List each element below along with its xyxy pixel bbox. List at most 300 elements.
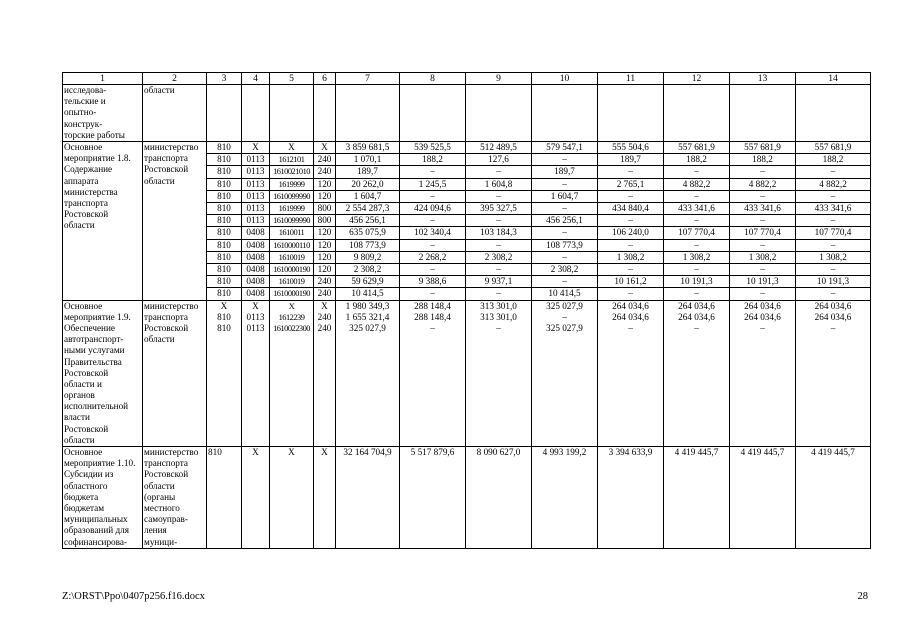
- value-line: 1 980 349,3: [345, 300, 390, 311]
- value-cell: –: [400, 239, 466, 251]
- value-cell: 120: [314, 190, 336, 202]
- value-cell: [314, 300, 336, 446]
- value-line: –: [760, 322, 765, 333]
- value-cell: X: [242, 141, 270, 153]
- value-cell: –: [466, 190, 532, 202]
- value-cell: –: [598, 166, 664, 178]
- text-line: области: [144, 334, 175, 345]
- empty-cell: [598, 85, 664, 142]
- value-cell: 579 547,1: [532, 141, 598, 153]
- value-cell: [598, 300, 664, 446]
- column-number: 11: [598, 73, 664, 85]
- value-cell: 120: [314, 251, 336, 263]
- value-cell: 810: [207, 190, 242, 202]
- column-number: 4: [242, 73, 270, 85]
- value-line: 1610022300: [273, 323, 310, 333]
- value-cell: –: [466, 288, 532, 300]
- text-line: органов: [64, 390, 95, 401]
- value-cell: 2 268,2: [400, 251, 466, 263]
- empty-cell: [466, 85, 532, 142]
- value-cell: –: [532, 202, 598, 214]
- value-cell: 810: [207, 215, 242, 227]
- value-cell: 103 184,3: [466, 227, 532, 239]
- value-cell: 107 770,4: [796, 227, 871, 239]
- value-cell: 188,2: [730, 154, 796, 166]
- value-cell: 0113: [242, 215, 270, 227]
- value-cell: 188,2: [796, 154, 871, 166]
- value-cell: 810: [207, 447, 242, 549]
- value-cell: 810: [207, 239, 242, 251]
- value-cell: 107 770,4: [664, 227, 730, 239]
- column-number: 10: [532, 73, 598, 85]
- text-line: министерство: [144, 141, 199, 152]
- value-cell: 0113: [242, 166, 270, 178]
- text-line: тельские и: [64, 96, 106, 107]
- header-row: [63, 73, 871, 85]
- text-line: области: [144, 175, 175, 186]
- value-cell: –: [730, 215, 796, 227]
- value-cell: 433 341,6: [664, 202, 730, 214]
- responsible: [143, 300, 207, 446]
- responsible: области: [143, 85, 207, 142]
- value-cell: [466, 300, 532, 446]
- column-number: 2: [143, 73, 207, 85]
- value-cell: 4 882,2: [796, 178, 871, 190]
- value-cell: –: [598, 215, 664, 227]
- value-cell: [270, 300, 314, 446]
- value-line: 264 034,6: [612, 300, 649, 311]
- value-cell: 8 090 627,0: [466, 447, 532, 549]
- value-cell: 120: [314, 239, 336, 251]
- value-cell: 2 308,2: [532, 263, 598, 275]
- value-cell: 810: [207, 141, 242, 153]
- value-cell: 1 308,2: [664, 251, 730, 263]
- value-cell: X: [314, 447, 336, 549]
- text-line: торские работы: [64, 129, 125, 140]
- value-line: 1612239: [278, 312, 305, 322]
- text-line: министерства: [64, 186, 118, 197]
- value-cell: –: [730, 190, 796, 202]
- empty-cell: [336, 85, 400, 142]
- value-cell: 0408: [242, 263, 270, 275]
- text-line: Ростовской: [64, 423, 109, 434]
- activity-name: [63, 447, 143, 549]
- value-cell: X: [270, 447, 314, 549]
- value-cell: –: [664, 215, 730, 227]
- text-line: Ростовской: [144, 164, 189, 175]
- value-cell: 1610099990: [270, 215, 314, 227]
- text-line: власти: [64, 412, 90, 423]
- value-cell: 102 340,4: [400, 227, 466, 239]
- text-line: транспорта: [64, 197, 108, 208]
- value-cell: 1610021010: [270, 166, 314, 178]
- value-line: 264 034,6: [814, 311, 852, 322]
- value-line: –: [830, 322, 836, 333]
- value-cell: –: [400, 263, 466, 275]
- value-cell: –: [532, 154, 598, 166]
- value-line: 240: [317, 322, 332, 333]
- value-cell: –: [466, 263, 532, 275]
- value-line: 264 034,6: [814, 300, 852, 311]
- value-cell: [336, 300, 400, 446]
- value-line: –: [430, 322, 435, 333]
- column-number: 3: [207, 73, 242, 85]
- text-line: мероприятие 1.8.: [64, 153, 131, 164]
- value-cell: 433 341,6: [796, 202, 871, 214]
- value-cell: 107 770,4: [730, 227, 796, 239]
- text-line: ными услугами: [64, 345, 125, 356]
- text-line: Основное: [64, 141, 103, 152]
- value-cell: 810: [207, 276, 242, 288]
- value-cell: –: [730, 263, 796, 275]
- text-line: муници-: [144, 536, 178, 547]
- text-line: Основное: [64, 447, 103, 458]
- value-line: 264 034,6: [612, 311, 649, 322]
- value-cell: [207, 300, 242, 446]
- value-cell: X: [270, 141, 314, 153]
- activity-name: [63, 300, 143, 446]
- value-cell: 557 681,9: [796, 141, 871, 153]
- value-cell: 810: [207, 288, 242, 300]
- column-number: 13: [730, 73, 796, 85]
- value-cell: 9 388,6: [400, 276, 466, 288]
- value-line: X: [220, 300, 228, 311]
- value-cell: 20 262,0: [336, 178, 400, 190]
- text-line: софинансирова-: [64, 536, 127, 547]
- value-cell: –: [730, 288, 796, 300]
- text-line: Субсидии из: [64, 469, 114, 480]
- value-cell: 4 419 445,7: [796, 447, 871, 549]
- text-line: опытно-: [64, 107, 97, 118]
- value-cell: 1 245,5: [400, 178, 466, 190]
- value-cell: 555 504,6: [598, 141, 664, 153]
- table-row: [63, 447, 871, 549]
- value-cell: –: [796, 215, 871, 227]
- value-line: 264 034,6: [744, 300, 781, 311]
- value-cell: 5 517 879,6: [400, 447, 466, 549]
- text-line: Ростовской: [144, 469, 189, 480]
- value-cell: 1 604,7: [532, 190, 598, 202]
- budget-table: [62, 72, 871, 549]
- text-line: области и: [64, 378, 102, 389]
- empty-cell: [664, 85, 730, 142]
- value-line: –: [628, 322, 633, 333]
- value-cell: –: [664, 190, 730, 202]
- empty-cell: [270, 85, 314, 142]
- value-cell: 1610019: [270, 251, 314, 263]
- value-cell: [242, 300, 270, 446]
- value-cell: –: [598, 239, 664, 251]
- value-line: –: [562, 311, 567, 322]
- text-line: автотранспорт-: [64, 334, 124, 345]
- text-line: (органы: [144, 491, 176, 502]
- value-cell: 3 394 633,9: [598, 447, 664, 549]
- text-line: областного: [64, 480, 108, 491]
- value-cell: 0408: [242, 227, 270, 239]
- text-line: министерство: [144, 300, 199, 311]
- value-cell: 1 308,2: [730, 251, 796, 263]
- value-cell: 424 094,6: [400, 202, 466, 214]
- value-cell: [730, 300, 796, 446]
- value-cell: 10 414,5: [336, 288, 400, 300]
- value-cell: 1612101: [270, 154, 314, 166]
- value-cell: –: [796, 288, 871, 300]
- empty-cell: [207, 85, 242, 142]
- value-cell: 3 859 681,5: [336, 141, 400, 153]
- value-line: 810: [217, 311, 231, 322]
- text-line: самоуправ-: [144, 514, 188, 525]
- value-cell: –: [796, 263, 871, 275]
- text-line: конструк-: [64, 118, 103, 129]
- text-line: исследова-: [64, 85, 107, 95]
- column-number: 5: [270, 73, 314, 85]
- value-cell: –: [664, 263, 730, 275]
- text-line: министерство: [144, 447, 199, 458]
- value-cell: –: [730, 239, 796, 251]
- text-line: мероприятие 1.10.: [64, 458, 136, 469]
- value-cell: 188,2: [400, 154, 466, 166]
- value-cell: 0408: [242, 288, 270, 300]
- value-line: 240: [317, 311, 332, 322]
- value-cell: 32 164 704,9: [336, 447, 400, 549]
- value-cell: 0113: [242, 178, 270, 190]
- empty-cell: [314, 85, 336, 142]
- text-line: аппарата: [64, 175, 99, 186]
- text-line: транспорта: [144, 458, 188, 469]
- value-cell: 4 882,2: [664, 178, 730, 190]
- value-cell: 4 882,2: [730, 178, 796, 190]
- value-cell: –: [532, 178, 598, 190]
- value-cell: 0113: [242, 154, 270, 166]
- text-line: ления: [144, 525, 167, 536]
- value-cell: 1610000190: [270, 263, 314, 275]
- activity-name: [63, 141, 143, 300]
- value-cell: 557 681,9: [664, 141, 730, 153]
- value-cell: –: [466, 215, 532, 227]
- value-cell: 120: [314, 227, 336, 239]
- value-cell: 4 419 445,7: [664, 447, 730, 549]
- value-line: 288 148,4: [414, 311, 451, 322]
- value-cell: 539 525,5: [400, 141, 466, 153]
- value-cell: 512 489,5: [466, 141, 532, 153]
- value-cell: 240: [314, 288, 336, 300]
- value-cell: –: [598, 190, 664, 202]
- empty-cell: [400, 85, 466, 142]
- value-cell: 189,7: [598, 154, 664, 166]
- empty-cell: [730, 85, 796, 142]
- value-cell: 456 256,1: [532, 215, 598, 227]
- value-line: 810: [217, 322, 231, 333]
- value-cell: –: [532, 227, 598, 239]
- value-cell: 10 414,5: [532, 288, 598, 300]
- value-cell: –: [466, 239, 532, 251]
- value-cell: 810: [207, 178, 242, 190]
- value-line: 264 034,6: [678, 311, 715, 322]
- value-cell: 189,7: [532, 166, 598, 178]
- value-cell: 108 773,9: [532, 239, 598, 251]
- value-cell: 810: [207, 154, 242, 166]
- value-cell: 1 308,2: [598, 251, 664, 263]
- value-cell: 2 308,2: [466, 251, 532, 263]
- text-line: образований для: [64, 525, 129, 536]
- table-row: [63, 85, 871, 142]
- activity-name: [63, 85, 143, 142]
- value-cell: 240: [314, 154, 336, 166]
- value-line: 0113: [246, 311, 265, 322]
- value-cell: –: [664, 288, 730, 300]
- responsible: [143, 141, 207, 300]
- value-cell: 1610000110: [270, 239, 314, 251]
- value-cell: –: [400, 166, 466, 178]
- value-line: 325 027,9: [349, 322, 386, 333]
- value-cell: 1 604,8: [466, 178, 532, 190]
- value-cell: 1619999: [270, 178, 314, 190]
- value-line: 288 148,4: [414, 300, 451, 311]
- value-line: –: [694, 322, 699, 333]
- empty-cell: [532, 85, 598, 142]
- value-line: X: [288, 301, 295, 311]
- value-cell: 1 604,7: [336, 190, 400, 202]
- value-cell: X: [242, 447, 270, 549]
- text-line: Содержание: [64, 164, 113, 175]
- value-cell: 2 765,1: [598, 178, 664, 190]
- value-cell: –: [598, 263, 664, 275]
- value-cell: –: [400, 190, 466, 202]
- value-cell: 108 773,9: [336, 239, 400, 251]
- column-number: 7: [336, 73, 400, 85]
- value-line: 325 027,9: [546, 322, 583, 333]
- value-cell: –: [532, 251, 598, 263]
- text-line: местного: [144, 502, 180, 513]
- value-line: X: [321, 300, 328, 311]
- text-line: муниципальных: [64, 514, 128, 525]
- text-line: области: [64, 434, 95, 445]
- value-cell: 9 937,1: [466, 276, 532, 288]
- value-cell: 635 075,9: [336, 227, 400, 239]
- text-line: транспорта: [144, 311, 188, 322]
- value-cell: 4 993 199,2: [532, 447, 598, 549]
- value-cell: 9 809,2: [336, 251, 400, 263]
- value-cell: 10 191,3: [796, 276, 871, 288]
- page-number: 28: [857, 591, 868, 602]
- value-cell: 1619999: [270, 202, 314, 214]
- value-cell: 810: [207, 263, 242, 275]
- text-line: области: [64, 220, 95, 231]
- value-line: 325 027,9: [546, 300, 583, 311]
- value-cell: 0408: [242, 239, 270, 251]
- text-line: Ростовской: [64, 367, 109, 378]
- value-cell: –: [400, 288, 466, 300]
- value-cell: 0113: [242, 190, 270, 202]
- value-line: 313 301,0: [480, 311, 517, 322]
- value-cell: [532, 300, 598, 446]
- value-cell: –: [796, 166, 871, 178]
- value-cell: 557 681,9: [730, 141, 796, 153]
- text-line: Основное: [64, 300, 103, 311]
- column-number: 12: [664, 73, 730, 85]
- text-line: бюджета: [64, 491, 99, 502]
- column-number: 9: [466, 73, 532, 85]
- value-cell: 10 161,2: [598, 276, 664, 288]
- table-row: [63, 300, 871, 446]
- value-cell: 1610000190: [270, 288, 314, 300]
- value-cell: 800: [314, 215, 336, 227]
- value-cell: –: [598, 288, 664, 300]
- value-cell: –: [730, 166, 796, 178]
- value-cell: 1610099990: [270, 190, 314, 202]
- value-cell: 0113: [242, 202, 270, 214]
- value-cell: 1610011: [270, 227, 314, 239]
- text-line: мероприятие 1.9.: [64, 311, 131, 322]
- value-cell: –: [664, 239, 730, 251]
- empty-cell: [796, 85, 871, 142]
- value-cell: X: [314, 141, 336, 153]
- text-line: Правительства: [64, 356, 122, 367]
- text-line: Ростовской: [144, 322, 189, 333]
- value-line: 1 655 321,4: [345, 311, 390, 322]
- value-cell: 106 240,0: [598, 227, 664, 239]
- value-line: –: [496, 322, 501, 333]
- value-cell: –: [466, 166, 532, 178]
- text-line: исполнительной: [64, 401, 129, 412]
- value-cell: 188,2: [664, 154, 730, 166]
- value-cell: 59 629,9: [336, 276, 400, 288]
- text-line: транспорта: [144, 153, 188, 164]
- column-number: 6: [314, 73, 336, 85]
- value-cell: 120: [314, 263, 336, 275]
- value-cell: 1 070,1: [336, 154, 400, 166]
- value-line: X: [252, 300, 259, 311]
- column-number: 14: [796, 73, 871, 85]
- value-cell: 810: [207, 166, 242, 178]
- value-cell: 10 191,3: [664, 276, 730, 288]
- value-cell: 2 308,2: [336, 263, 400, 275]
- value-cell: 10 191,3: [730, 276, 796, 288]
- value-cell: 810: [207, 251, 242, 263]
- value-cell: –: [796, 239, 871, 251]
- value-cell: 240: [314, 276, 336, 288]
- value-cell: 810: [207, 202, 242, 214]
- value-cell: –: [796, 190, 871, 202]
- value-cell: 120: [314, 178, 336, 190]
- value-cell: [400, 300, 466, 446]
- value-cell: 189,7: [336, 166, 400, 178]
- value-cell: –: [532, 276, 598, 288]
- value-cell: 395 327,5: [466, 202, 532, 214]
- value-cell: 1 308,2: [796, 251, 871, 263]
- table-row: [63, 141, 871, 153]
- value-line: 264 034,6: [678, 300, 715, 311]
- value-cell: –: [400, 215, 466, 227]
- value-cell: [664, 300, 730, 446]
- column-number: 1: [63, 73, 143, 85]
- value-line: 313 301,0: [480, 300, 517, 311]
- value-cell: 4 419 445,7: [730, 447, 796, 549]
- value-cell: 1610019: [270, 276, 314, 288]
- file-path: Z:\ORST\Ppo\0407p256.f16.docx: [62, 591, 205, 602]
- text-line: бюджетам: [64, 502, 105, 513]
- value-cell: 434 840,4: [598, 202, 664, 214]
- text-line: Обеспечение: [64, 322, 115, 333]
- value-cell: 433 341,6: [730, 202, 796, 214]
- column-number: 8: [400, 73, 466, 85]
- value-line: 0113: [246, 322, 265, 333]
- value-cell: 0408: [242, 251, 270, 263]
- value-cell: 810: [207, 227, 242, 239]
- empty-cell: [242, 85, 270, 142]
- text-line: Ростовской: [64, 209, 109, 220]
- value-cell: 800: [314, 202, 336, 214]
